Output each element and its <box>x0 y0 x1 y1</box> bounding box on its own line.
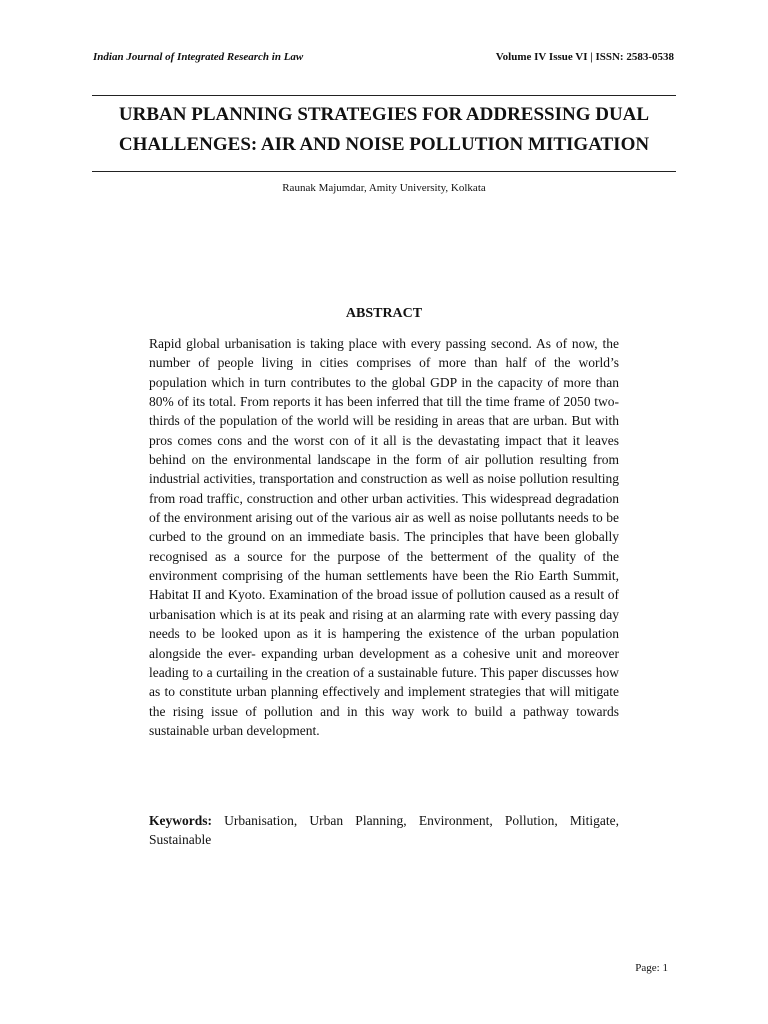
keywords <box>149 811 619 850</box>
author-affiliation: Raunak Majumdar, Amity University, Kolkata <box>282 182 486 194</box>
paper-title <box>92 100 676 160</box>
paper-title-line-1: URBAN PLANNING STRATEGIES FOR ADDRESSING DUAL <box>118 104 650 125</box>
abstract-heading: ABSTRACT <box>345 306 423 321</box>
journal-name: Indian Journal of Integrated Research in Law <box>93 51 304 63</box>
keywords-label: Keywords: <box>149 813 212 828</box>
title-top-rule <box>92 95 676 96</box>
title-bottom-rule <box>92 171 676 172</box>
paper-title-line-2: CHALLENGES: AIR AND NOISE POLLUTION MITIGATION <box>118 134 650 155</box>
abstract-body: Rapid global urbanisation is taking place with every passing second. As of now, the number of people living in cities comprises of more than half of the world’s population which in turn contributes to the global GDP in the capacity of more than 80% of its total. From reports it has been inferred that till the time frame of 2050 two-thirds of the population of the world will be residing in areas that are urban. But with pros comes cons and the worst con of it all is the devastating impact that it leaves behind on the environmental landscape in the form of air pollution resulting from industrial activities, transportation and construction as well as noise pollution resulting from road traffic, construction and other urban activities. This widespread degradation of the environment arising out of the various air as well as noise pollutants needs to be curbed to the ground on an immediate basis. The principles that have been globally recognised as a source for the purpose of the betterment of the quality of the environment comprising of the human settlements have been the Rio Earth Summit, Habitat II and Kyoto. Examination of the broad issue of pollution caused as a result of urbanisation which is at its peak and rising at an alarming rate with every passing day needs to be looked upon as it is hampering the existence of the urban population alongside the ever- expanding urban development as a cohesive unit and moreover leading to a curtailing in the creation of a sustainable future. This paper discusses how as to constitute urban planning effectively and implement strategies that will mitigate the rising issue of pollution and in this way work to build a pathway towards sustainable urban development. <box>149 336 619 738</box>
page-number: Page: 1 <box>635 962 668 974</box>
volume-issn: Volume IV Issue VI | ISSN: 2583-0538 <box>495 51 674 63</box>
keywords-text: Urbanisation, Urban Planning, Environment, Pollution, Mitigate, Sustainable <box>149 813 619 848</box>
